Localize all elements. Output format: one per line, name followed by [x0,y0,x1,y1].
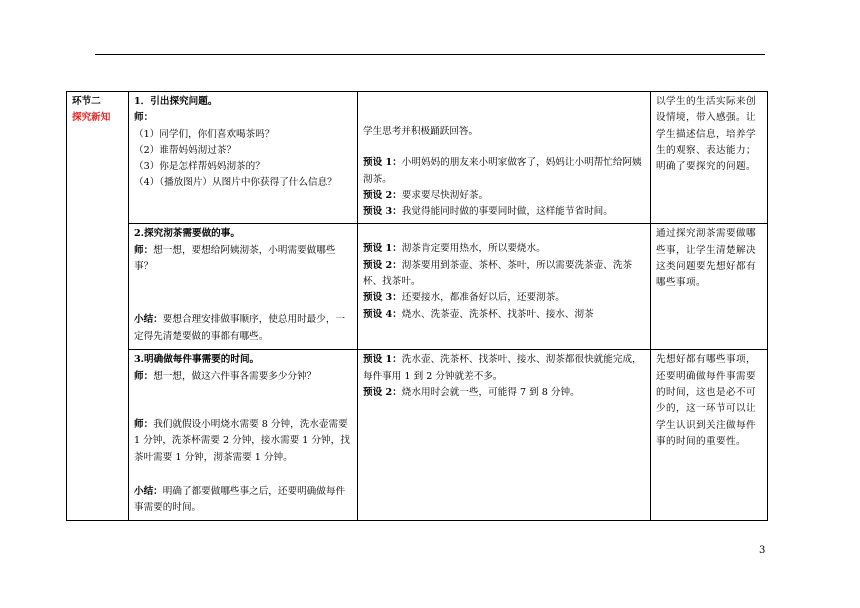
line-text: 我觉得能同时做的事要同时做，这样能节省时间。 [401,206,613,218]
teacher-activity-cell [129,92,358,224]
hypothesis-label: 预设 3： [363,206,402,218]
table-row [67,224,768,350]
hypothesis-label: 预设 1： [363,243,402,255]
hypothesis-line [363,290,645,306]
speaker-label: 师： [134,370,154,382]
table-row [67,92,768,224]
hypothesis-line [363,258,645,291]
text-line: 学生思考并积极踊跃回答。 [363,126,479,137]
student-activity-cell [358,92,651,224]
page-number: 3 [759,545,766,556]
section-heading: 1．引出探究问题。 [134,96,218,107]
stage-name: 环节二 [72,96,101,107]
hypothesis-line [363,188,645,204]
student-activity-cell [358,350,651,520]
line-text: 洗水壶、洗茶杯、找茶叶、接水、沏茶都很快就能完成，每件事用 1 到 2 分钟就差不多。 [363,354,642,382]
hypothesis-label: 预设 1： [363,157,402,169]
line-text: 要想合理安排做事顺序，使总用时最少，一定得先清楚要做的事都有哪些。 [134,314,346,342]
speaker-label: 小结： [134,314,163,326]
spacer [363,226,645,241]
line-text: 烧水、洗茶壶、洗茶杯、找茶叶、接水、沏茶 [401,308,594,320]
line-text: 还要接水，都准备好以后，还要沏茶。 [401,292,565,304]
stage-subtitle: 探究新知 [72,112,111,124]
dialogue-line [134,417,352,466]
table-row [67,350,768,520]
hypothesis-label: 预设 3： [363,292,402,304]
spacer [134,275,352,312]
dialogue-line [134,369,352,385]
spacer [363,140,645,155]
lesson-plan-table [66,91,768,521]
line-text: 小明妈妈的朋友来小明家做客了，妈妈让小明帮忙给阿姨沏茶。 [363,157,642,185]
header-rule [95,54,765,55]
line-text: 我们就假设小明烧水需要 8 分钟，洗水壶需要 1 分钟，洗茶杯需要 2 分钟，接水需要 1 分钟，找茶叶需要 1 分钟，沏茶需要 1 分钟。 [134,419,350,463]
hypothesis-label: 预设 2： [363,259,402,271]
text-line: （3）你是怎样帮妈妈沏茶的？ [134,161,265,173]
speaker-label: 小结： [134,485,163,497]
text-line: （1）同学们，你们喜欢喝茶吗？ [134,128,275,140]
design-intent-cell: 通过探究沏茶需要做哪些事，让学生清楚解决这类问题要先想好都有哪些事项。 [651,224,768,350]
dialogue-line [134,484,352,517]
line-text: 想一想，做这六件事各需要多少分钟？ [153,370,317,382]
speaker-label: 师： [134,419,154,431]
speaker-label: 师： [134,244,154,256]
line-text: 烧水用时会就一些，可能得 7 到 8 分钟。 [401,387,580,399]
design-intent-cell: 先想好都有哪些事项，还要明确做每件事需要的时间，这也是必不可少的，这一环节可以让学生认识到关注做每件事的时间的重要性。 [651,350,768,520]
speaker-label: 师： [134,112,154,124]
hypothesis-line [363,307,645,323]
teacher-activity-cell [129,224,358,350]
hypothesis-label: 预设 2： [363,387,402,399]
hypothesis-line [363,385,645,401]
stage-cell [67,92,129,521]
design-intent-cell: 以学生的生活实际来创设情境，带入感强。让学生描述信息，培养学生的观察、表达能力；明确了要探究的问题。 [651,92,768,224]
text-line: （2）谁帮妈妈沏过茶？ [134,144,237,156]
teacher-activity-cell [129,350,358,520]
hypothesis-label: 预设 4： [363,308,402,320]
section-heading: 2.探究沏茶需要做的事。 [134,228,240,240]
line-text: 明确了都要做哪些事之后，还要明确做每件事需要的时间。 [134,485,346,514]
spacer [134,385,352,417]
line-text: 沏茶要用到茶壶、茶杯、茶叶，所以需要洗茶壶、洗茶杯、找茶叶。 [363,259,633,288]
hypothesis-line [363,241,645,257]
hypothesis-line [363,155,645,188]
line-text: 想一想，要想给阿姨沏茶，小明需要做哪些事？ [134,244,336,273]
hypothesis-label: 预设 1： [363,354,402,366]
hypothesis-line [363,204,645,220]
dialogue-line [134,312,352,345]
section-heading: 3.明确做每件事需要的时间。 [134,354,260,366]
student-activity-cell [358,224,651,350]
spacer [363,109,645,124]
dialogue-line [134,243,352,276]
spacer [134,466,352,484]
spacer [363,94,645,109]
text-line: （4）（播放图片）从图片中你获得了什么信息？ [134,177,337,189]
hypothesis-label: 预设 2： [363,189,402,201]
line-text: 要求要尽快沏好茶。 [401,189,489,201]
hypothesis-line [363,352,645,385]
line-text: 沏茶肯定要用热水，所以要烧水。 [401,243,546,255]
